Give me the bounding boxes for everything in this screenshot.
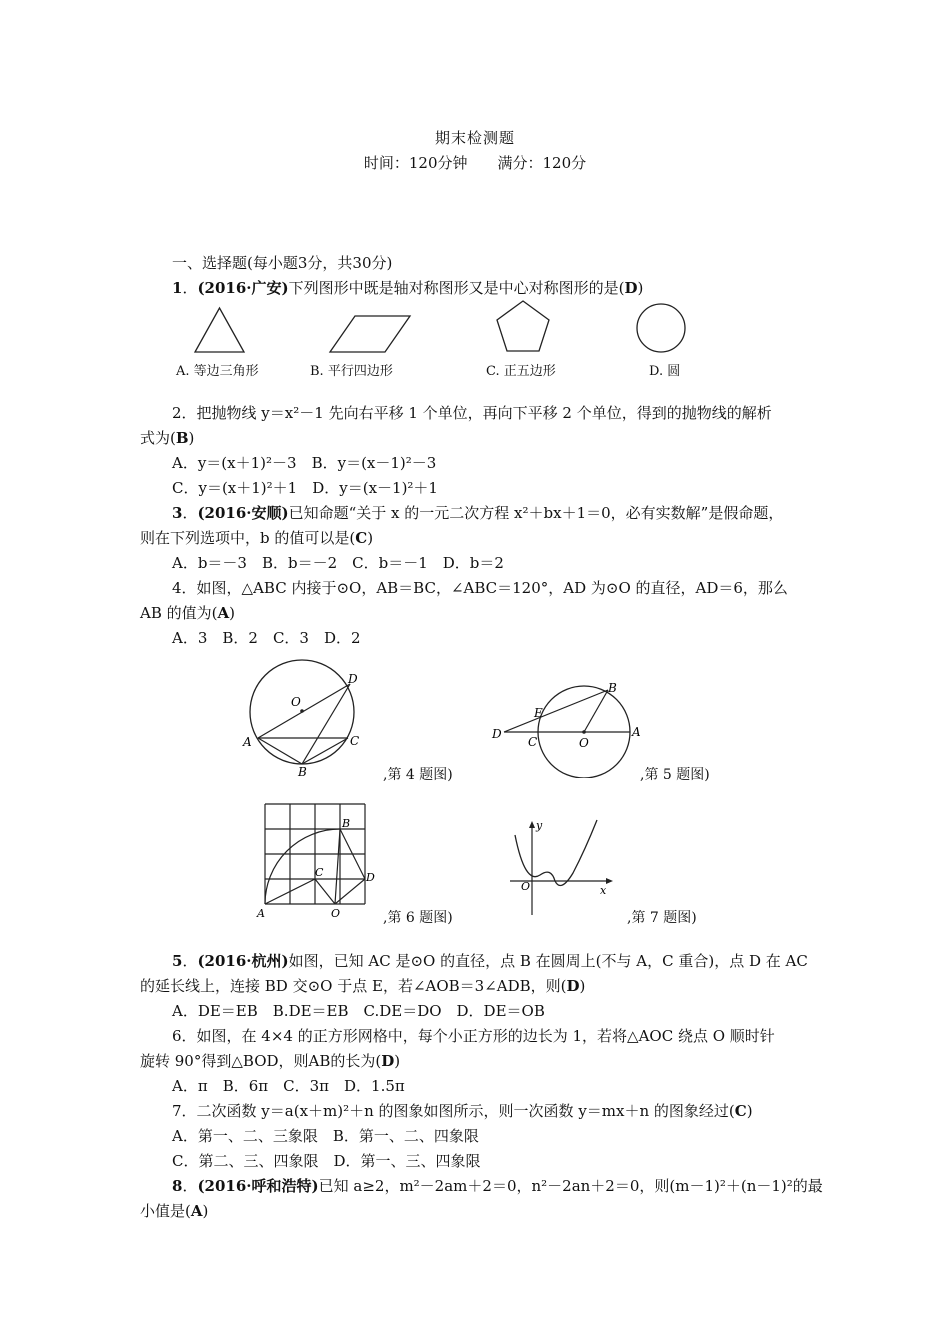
q2-options-cd: C．y＝(x＋1)²＋1 D．y＝(x－1)²＋1 [172,479,438,497]
q4-line-1: 4．如图，△ABC 内接于⊙O，AB＝BC，∠ABC＝120°，AD 为⊙O 的直径，AD＝6，那么 [172,579,788,597]
fig6-caption: ,第 6 题图) [383,910,453,926]
q2-options-ab: A．y＝(x＋1)²－3 B．y＝(x－1)²－3 [172,454,437,472]
q1-option-d: D. 圆 [649,364,681,379]
fig6-label-c: C [315,866,324,879]
q1-shapes-figure [180,300,700,362]
fig5-label-a: A [632,725,641,739]
fig4-label-d: D [348,672,358,686]
q4-options: A．3 B．2 C．3 D．2 [172,629,361,647]
fig6-label-d: D [366,871,375,884]
circle-shape [637,304,685,352]
q6-line-2: 旋转 90°得到△BOD，则AB的长为(D) [140,1052,401,1070]
q8-line-2: 小值是(A) [140,1202,209,1220]
q1-option-a: A. 等边三角形 [176,364,259,379]
fig5-label-o: O [579,736,589,750]
figure-5 [488,678,648,778]
section-heading: 一、选择题(每小题3分，共30分) [172,254,393,272]
page-title: 期末检测题 [434,129,515,147]
q3-source: (2016·安顺) [197,504,289,522]
q5-options: A．DE＝EB B.DE＝EB C.DE＝DO D．DE＝OB [172,1002,545,1020]
fig5-label-e: E [534,706,543,720]
q8-answer: A [190,1202,203,1220]
q5-source: (2016·杭州) [197,952,289,970]
q1-number: 1 [172,279,183,297]
q1-option-c: C. 正五边形 [486,364,556,379]
question-1: 1．(2016·广安)下列图形中既是轴对称图形又是中心对称图形的是(D) [172,279,644,297]
fig6-label-a: A [257,907,265,920]
q3-options: A．b＝－3 B．b＝－2 C．b＝－1 D．b＝2 [172,554,504,572]
q6-answer: D [381,1052,395,1070]
q7-line-1: 7．二次函数 y＝a(x＋m)²＋n 的图象如图所示，则一次函数 y＝mx＋n 的图象经过(C) [172,1102,753,1120]
fig4-label-a: A [243,735,252,749]
q4-answer: A [217,604,230,622]
exam-time-info: 时间：120分钟 满分：120分 [363,154,587,172]
q1-option-b: B. 平行四边形 [310,364,393,379]
fig5-label-b: B [608,681,617,695]
figure-6 [255,800,380,922]
q6-options: A．π B．6π C．3π D．1.5π [172,1077,405,1095]
q7-answer: C [734,1102,747,1120]
q1-text: 下列图形中既是轴对称图形又是中心对称图形的是( [288,279,625,297]
fig5-label-d: D [492,727,502,741]
q6-line-1: 6．如图，在 4×4 的正方形网格中，每个小正方形的边长为 1，若将△AOC 绕点 O 顺时针 [172,1027,775,1045]
q1-answer: D [624,279,638,297]
q7-options-cd: C．第二、三、四象限 D．第一、三、四象限 [172,1152,481,1170]
fig7-label-y: y [536,819,543,832]
fig7-caption: ,第 7 题图) [627,910,697,926]
parallelogram-shape [330,316,410,352]
figure-4 [238,654,368,780]
regular-pentagon-shape [497,301,549,351]
fig5-caption: ,第 5 题图) [640,767,710,783]
q3-answer: C [355,529,368,547]
q3-line-1: 3．(2016·安顺)已知命题“关于 x 的一元二次方程 x²＋bx＋1＝0，必有实数解”是假命题， [172,504,784,522]
fig5-label-c: C [528,735,538,749]
q2-line-2: 式为(B) [140,429,195,447]
fig6-label-o: O [331,907,341,920]
fig7-label-x: x [600,884,607,897]
q2-line-1: 2．把抛物线 y＝x²－1 先向右平移 1 个单位，再向下平移 2 个单位，得到的抛物线的解析 [172,404,772,422]
q5-answer: D [566,977,580,995]
q8-line-1: 8．(2016·呼和浩特)已知 a≥2，m²－2am＋2＝0，n²－2an＋2＝0，则(m－1)²＋(n－1)²的最 [172,1177,823,1195]
q1-source: (2016·广安) [197,279,289,297]
fig7-label-o: O [521,880,531,893]
fig4-label-b: B [298,765,307,779]
fig6-label-b: B [342,817,351,830]
equilateral-triangle-shape [195,308,244,352]
q5-line-2: 的延长线上，连接 BD 交⊙O 于点 E，若∠AOB＝3∠ADB，则(D) [140,977,586,995]
figure-7 [505,815,620,917]
fig4-caption: ,第 4 题图) [383,767,453,783]
q7-options-ab: A．第一、二、三象限 B．第一、二、四象限 [172,1127,479,1145]
q2-answer: B [175,429,189,447]
q3-line-2: 则在下列选项中，b 的值可以是(C) [140,529,374,547]
q8-source: (2016·呼和浩特) [197,1177,319,1195]
q5-line-1: 5．(2016·杭州)如图，已知 AC 是⊙O 的直径，点 B 在圆周上(不与 A，C 重合)，点 D 在 AC [172,952,808,970]
fig4-label-c: C [350,734,360,748]
q4-line-2: AB 的值为(A) [140,604,235,622]
fig4-label-o: O [291,695,301,709]
